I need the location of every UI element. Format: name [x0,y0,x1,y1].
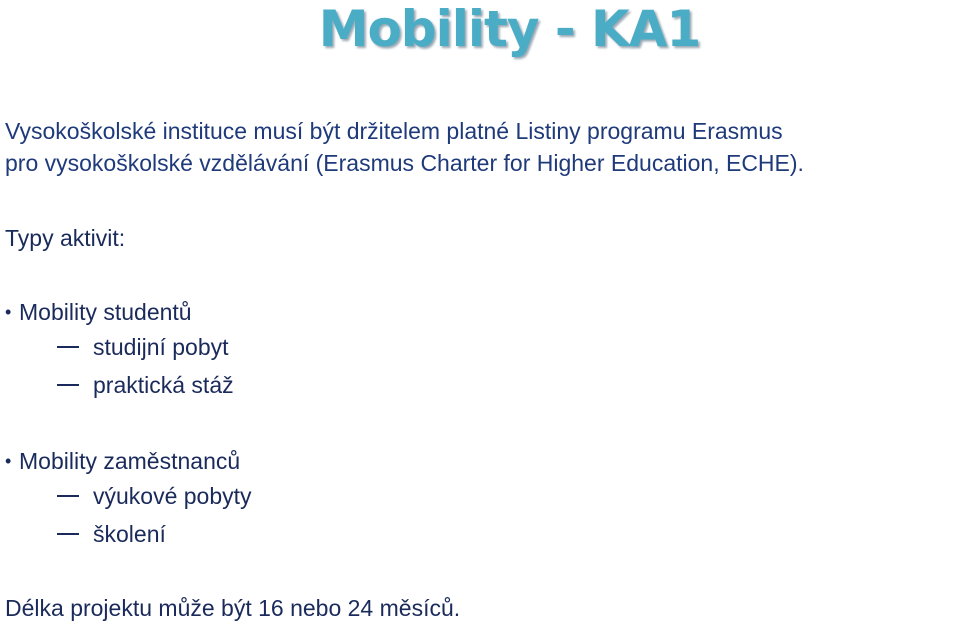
sub-item-label: výukové pobyty [93,482,252,509]
sub-item-label: praktická stáž [93,371,234,398]
intro-paragraph [5,115,955,179]
sub-item [5,328,234,366]
bullet-item [5,445,252,477]
dash-icon [57,495,79,497]
slide-title: Mobility - KA1 [318,0,701,58]
bullet-group-staff [5,445,252,553]
project-duration-note: Délka projektu může být 16 nebo 24 měsíců. [5,595,461,621]
sub-item [5,477,252,515]
dash-icon [57,533,79,535]
intro-line-1: Vysokoškolské instituce musí být držitelem platné Listiny programu Erasmus [5,118,783,144]
intro-line-2: pro vysokoškolské vzdělávání (Erasmus Charter for Higher Education, ECHE). [5,150,804,176]
bullet-icon: • [5,302,12,322]
bullet-group-students [5,296,234,404]
bullet-item [5,296,234,328]
sub-item-label: školení [93,520,166,547]
sub-item [5,515,252,553]
sub-item [5,366,234,404]
dash-icon [57,384,79,386]
bullet-icon: • [5,451,12,471]
activity-types-label: Typy aktivit: [5,225,126,251]
dash-icon [57,346,79,348]
sub-item-label: studijní pobyt [93,333,229,360]
bullet-label: Mobility studentů [19,298,192,325]
bullet-label: Mobility zaměstnanců [19,447,241,474]
